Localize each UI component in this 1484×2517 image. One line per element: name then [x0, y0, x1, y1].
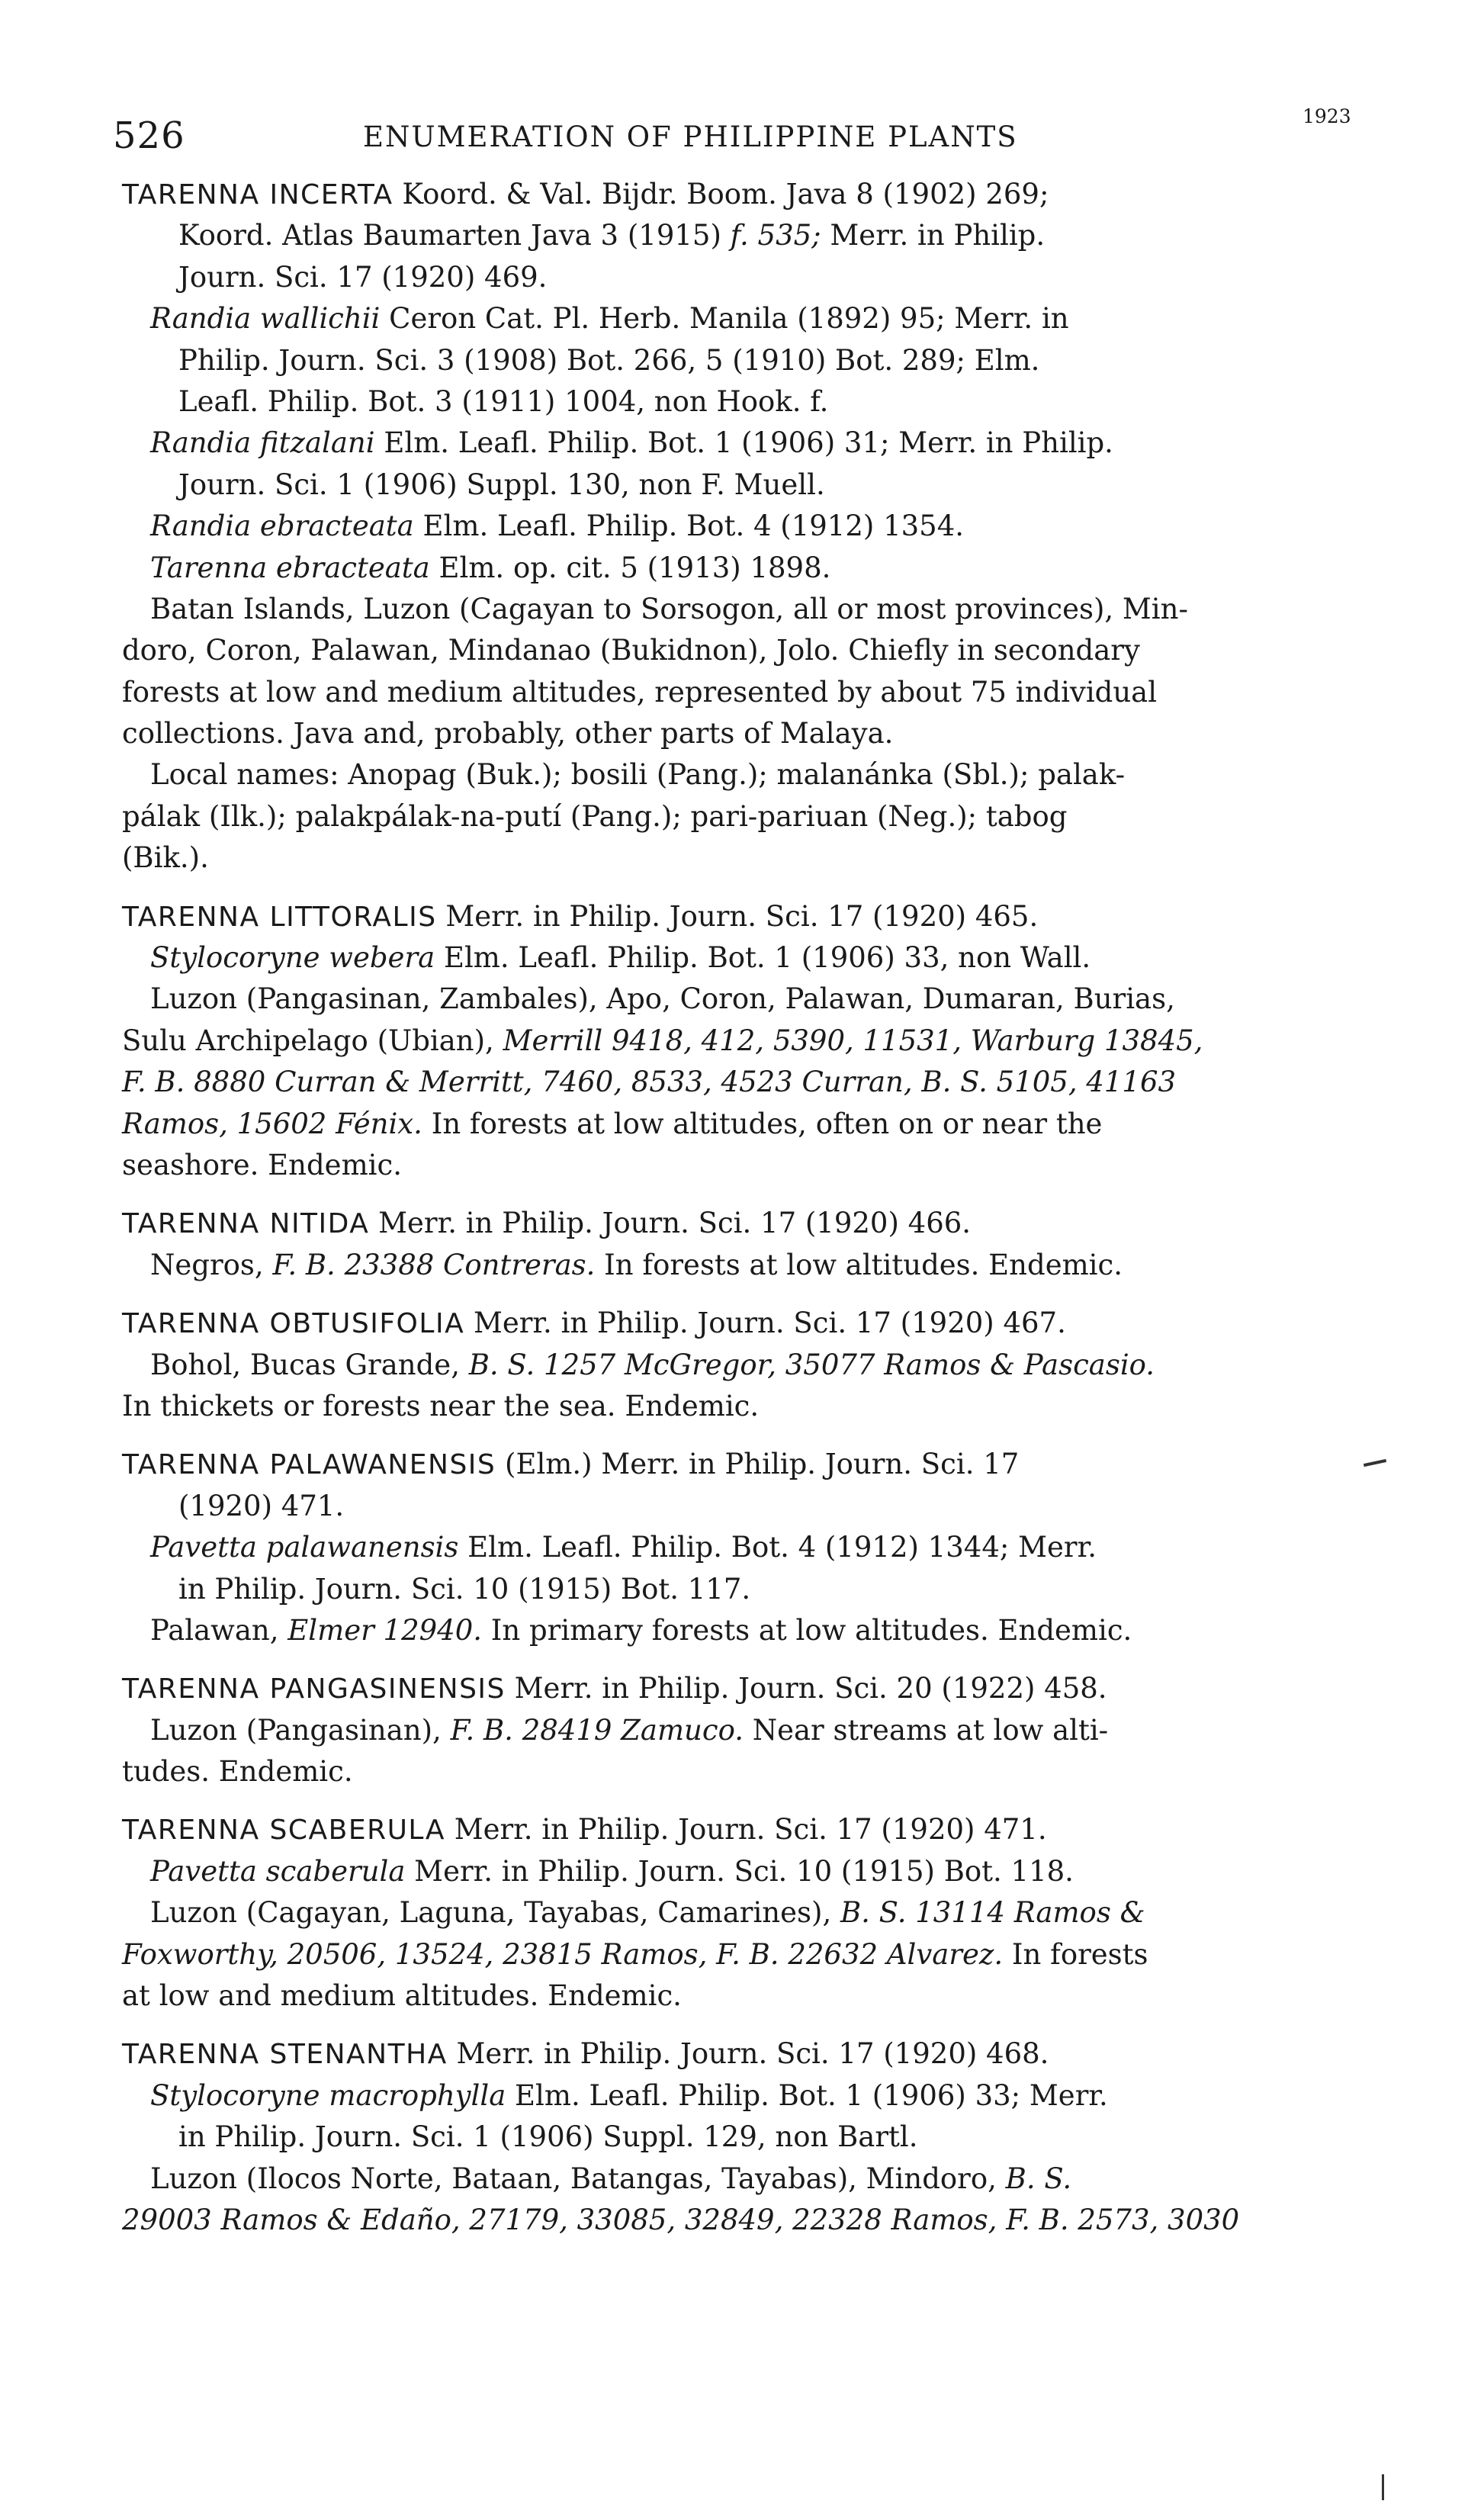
- italic-text: Merrill 9418, 412, 5390, 11531, Warburg 13845,: [503, 1024, 1203, 1057]
- italic-text: Tarenna ebracteata: [150, 551, 430, 584]
- line-text: Philip. Journ. Sci. 3 (1908) Bot. 266, 5 (1910) Bot. 289; Elm.: [122, 343, 1040, 377]
- text-line: [122, 1975, 1373, 2017]
- species-name: TARENNA LITTORALIS: [122, 901, 437, 933]
- line-text: [122, 941, 150, 974]
- line-text: seashore. Endemic.: [122, 1148, 402, 1181]
- line-text: Elm. Leafl. Philip. Bot. 1 (1906) 31; Merr. in Philip.: [374, 426, 1113, 460]
- line-text: Elm. Leafl. Philip. Bot. 1 (1906) 33, non Wall.: [435, 941, 1091, 975]
- text-line: [122, 506, 1373, 547]
- italic-text: f. 535;: [730, 219, 821, 252]
- line-text: [122, 302, 150, 335]
- text-line: [122, 1021, 1373, 1062]
- text-line: [122, 298, 1373, 339]
- line-text: forests at low and medium altitudes, represented by about 75 individual: [122, 675, 1158, 709]
- line-text: Near streams at low alti-: [743, 1713, 1109, 1747]
- species-name: TARENNA OBTUSIFOLIA: [122, 1308, 465, 1340]
- italic-text: B. S. 13114 Ramos &: [840, 1896, 1145, 1930]
- header-year: 1923: [1303, 105, 1351, 127]
- text-line: [122, 1751, 1373, 1792]
- text-line: [122, 1892, 1373, 1934]
- italic-text: Pavetta palawanensis: [150, 1531, 459, 1564]
- line-text: Merr. in Philip. Journ. Sci. 17 (1920) 467.: [464, 1307, 1066, 1340]
- text-line: [122, 1809, 1373, 1850]
- text-line: [122, 1444, 1373, 1485]
- text-line: [122, 548, 1373, 589]
- text-line: [122, 1386, 1373, 1427]
- line-text: Batan Islands, Luzon (Cagayan to Sorsogon, all or most provinces), Min-: [122, 592, 1188, 625]
- text-line: [122, 1610, 1373, 1651]
- text-line: [122, 1145, 1373, 1186]
- line-text: collections. Java and, probably, other parts of Malaya.: [122, 717, 894, 751]
- line-text: Merr. in Philip. Journ. Sci. 17 (1920) 466.: [369, 1207, 972, 1240]
- line-text: In thickets or forests near the sea. Endemic.: [122, 1389, 760, 1422]
- text-line: [122, 381, 1373, 423]
- line-text: [122, 1855, 150, 1888]
- text-line: [122, 1303, 1373, 1344]
- line-text: Merr. in Philip. Journ. Sci. 20 (1922) 458.: [505, 1672, 1107, 1705]
- text-line: [122, 1345, 1373, 1386]
- text-line: [122, 1104, 1373, 1145]
- line-text: Koord. Atlas Baumarten Java 3 (1915): [122, 219, 731, 252]
- text-line: [122, 937, 1373, 979]
- italic-text: F. B. 28419 Zamuco.: [450, 1713, 744, 1747]
- text-line: [122, 423, 1373, 464]
- text-line: [122, 340, 1373, 381]
- italic-text: B. S.: [1005, 2162, 1072, 2195]
- text-line: [122, 2200, 1373, 2241]
- line-text: [122, 510, 150, 542]
- line-text: [122, 551, 150, 584]
- page-number: 526: [113, 114, 185, 157]
- italic-text: Stylocoryne macrophylla: [150, 2078, 506, 2112]
- line-text: Elm. Leafl. Philip. Bot. 1 (1906) 33; Merr.: [506, 2078, 1108, 2112]
- page-header: [0, 105, 1484, 159]
- text-line: [122, 1527, 1373, 1568]
- line-text: Journ. Sci. 17 (1920) 469.: [122, 260, 548, 294]
- line-text: Negros,: [122, 1248, 273, 1281]
- margin-mark: [1382, 2474, 1384, 2500]
- line-text: in Philip. Journ. Sci. 10 (1915) Bot. 117.: [122, 1572, 751, 1606]
- italic-text: F. B. 8880 Curran & Merritt, 7460, 8533, 4523 Curran, B. S. 5105, 41163: [122, 1066, 1177, 1099]
- text-line: [122, 630, 1373, 671]
- text-line: [122, 1203, 1373, 1244]
- page-body: [122, 174, 1373, 2241]
- line-text: Merr. in Philip. Journ. Sci. 10 (1915) Bot. 118.: [405, 1854, 1074, 1888]
- text-line: [122, 589, 1373, 630]
- text-line: [122, 1934, 1373, 1975]
- line-text: Luzon (Pangasinan),: [122, 1713, 451, 1747]
- line-text: (Elm.) Merr. in Philip. Journ. Sci. 17: [496, 1448, 1020, 1481]
- text-line: [122, 896, 1373, 937]
- text-line: [122, 1486, 1373, 1527]
- species-name: TARENNA STENANTHA: [122, 2039, 448, 2071]
- line-text: (1920) 471.: [122, 1489, 345, 1522]
- text-line: [122, 2159, 1373, 2200]
- line-text: In primary forests at low altitudes. Endemic.: [482, 1613, 1132, 1647]
- line-text: Bohol, Bucas Grande,: [122, 1348, 469, 1381]
- text-line: [122, 2075, 1373, 2117]
- line-text: at low and medium altitudes. Endemic.: [122, 1979, 682, 2013]
- italic-text: B. S. 1257 McGregor, 35077 Ramos & Pascasio.: [468, 1348, 1155, 1381]
- text-line: [122, 215, 1373, 256]
- line-text: Elm. Leafl. Philip. Bot. 4 (1912) 1344; Merr.: [458, 1531, 1097, 1564]
- line-text: Luzon (Cagayan, Laguna, Tayabas, Camarines),: [122, 1896, 840, 1930]
- species-name: TARENNA INCERTA: [122, 179, 393, 211]
- text-line: [122, 1062, 1373, 1103]
- line-text: (Bik.).: [122, 841, 209, 875]
- italic-text: 29003 Ramos & Edaño, 27179, 33085, 32849, 22328 Ramos, F. B. 2573, 3030: [122, 2203, 1240, 2236]
- text-line: [122, 1668, 1373, 1709]
- text-line: [122, 2033, 1373, 2075]
- line-text: Koord. & Val. Bijdr. Boom. Java 8 (1902) 269;: [393, 178, 1049, 211]
- line-text: Local names: Anopag (Buk.); bosili (Pang.); malanánka (Sbl.); palak-: [122, 758, 1126, 792]
- running-title: ENUMERATION OF PHILIPPINE PLANTS: [363, 121, 1018, 153]
- text-line: [122, 1245, 1373, 1286]
- italic-text: Pavetta scaberula: [150, 1854, 406, 1888]
- italic-text: Stylocoryne webera: [150, 941, 435, 975]
- line-text: In forests: [1003, 1937, 1148, 1971]
- text-line: [122, 1569, 1373, 1610]
- line-text: Luzon (Ilocos Norte, Bataan, Batangas, Tayabas), Mindoro,: [122, 2162, 1006, 2195]
- line-text: Elm. Leafl. Philip. Bot. 4 (1912) 1354.: [413, 510, 964, 543]
- line-text: [122, 2079, 150, 2112]
- species-name: TARENNA SCABERULA: [122, 1815, 445, 1847]
- species-name: TARENNA NITIDA: [122, 1208, 370, 1240]
- line-text: Journ. Sci. 1 (1906) Suppl. 130, non F. Muell.: [122, 468, 825, 501]
- line-text: Merr. in Philip.: [821, 219, 1046, 252]
- text-line: [122, 713, 1373, 754]
- italic-text: Randia fitzalani: [150, 426, 375, 460]
- line-text: Merr. in Philip. Journ. Sci. 17 (1920) 468.: [447, 2037, 1049, 2071]
- species-name: TARENNA PALAWANENSIS: [122, 1449, 496, 1481]
- line-text: Leafl. Philip. Bot. 3 (1911) 1004, non Hook. f.: [122, 384, 829, 418]
- line-text: Merr. in Philip. Journ. Sci. 17 (1920) 471.: [445, 1813, 1047, 1847]
- line-text: [122, 1531, 150, 1564]
- line-text: doro, Coron, Palawan, Mindanao (Bukidnon), Jolo. Chiefly in secondary: [122, 634, 1140, 667]
- line-text: In forests at low altitudes, often on or near the: [422, 1107, 1103, 1140]
- text-line: [122, 796, 1373, 837]
- line-text: Ceron Cat. Pl. Herb. Manila (1892) 95; Merr. in: [380, 302, 1069, 336]
- text-line: [122, 672, 1373, 713]
- text-line: [122, 174, 1373, 215]
- line-text: pálak (Ilk.); palakpálak-na-putí (Pang.); pari-pariuan (Neg.); tabog: [122, 799, 1068, 833]
- text-line: [122, 465, 1373, 506]
- line-text: in Philip. Journ. Sci. 1 (1906) Suppl. 129, non Bartl.: [122, 2120, 918, 2154]
- italic-text: Foxworthy, 20506, 13524, 23815 Ramos, F. B. 22632 Alvarez.: [122, 1937, 1004, 1971]
- text-line: [122, 257, 1373, 298]
- text-line: [122, 979, 1373, 1020]
- text-line: [122, 837, 1373, 879]
- line-text: In forests at low altitudes. Endemic.: [595, 1248, 1123, 1281]
- line-text: [122, 426, 150, 459]
- italic-text: F. B. 23388 Contreras.: [272, 1248, 596, 1281]
- line-text: Palawan,: [122, 1613, 288, 1647]
- italic-text: Randia ebracteata: [150, 510, 414, 543]
- text-line: [122, 2117, 1373, 2158]
- text-line: [122, 1851, 1373, 1892]
- line-text: Sulu Archipelago (Ubian),: [122, 1024, 503, 1057]
- italic-text: Randia wallichii: [150, 302, 381, 336]
- line-text: Elm. op. cit. 5 (1913) 1898.: [429, 551, 831, 584]
- italic-text: Ramos, 15602 Fénix.: [122, 1107, 422, 1140]
- line-text: tudes. Endemic.: [122, 1755, 353, 1789]
- line-text: Merr. in Philip. Journ. Sci. 17 (1920) 465.: [436, 899, 1039, 933]
- line-text: Luzon (Pangasinan, Zambales), Apo, Coron, Palawan, Dumaran, Burias,: [122, 982, 1175, 1016]
- species-name: TARENNA PANGASINENSIS: [122, 1673, 506, 1705]
- italic-text: Elmer 12940.: [287, 1613, 483, 1647]
- text-line: [122, 1710, 1373, 1751]
- text-line: [122, 754, 1373, 796]
